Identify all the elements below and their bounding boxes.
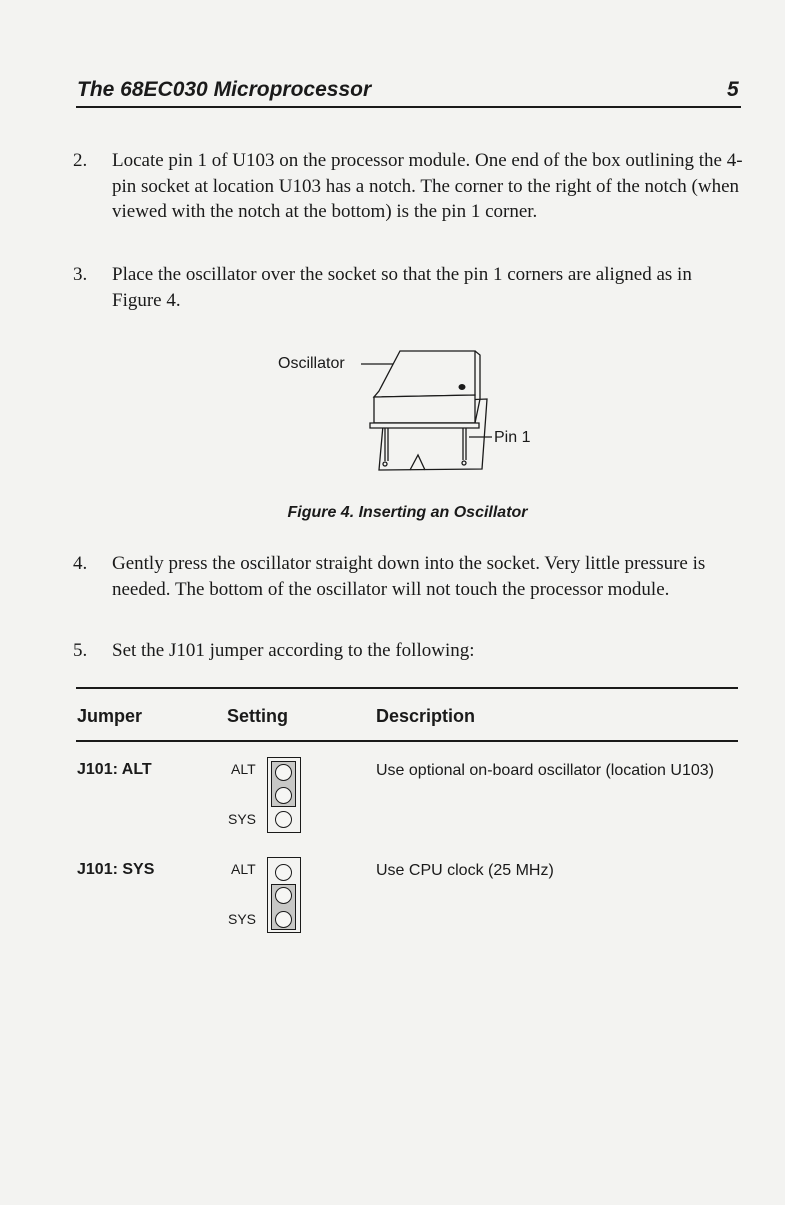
oscillator-label: Oscillator <box>278 355 345 372</box>
pin-alt <box>275 864 292 881</box>
pin-sys <box>275 911 292 928</box>
table-top-rule <box>76 687 738 689</box>
step-2 <box>73 148 743 225</box>
step-3 <box>73 262 743 313</box>
pin-center <box>275 787 292 804</box>
step-5 <box>73 638 743 664</box>
page-number: 5 <box>727 78 739 101</box>
table-header-rule <box>76 740 738 742</box>
jumper-setting-sys <box>225 857 315 937</box>
oscillator-figure <box>270 343 560 521</box>
header-jumper: Jumper <box>77 706 143 726</box>
table-row-jumper: J101: ALT <box>77 761 152 778</box>
header-setting: Setting <box>227 706 288 726</box>
header-rule <box>76 106 741 108</box>
pin-alt <box>275 764 292 781</box>
sys-pin-label: SYS <box>228 811 257 827</box>
step-number: 5. <box>73 640 88 661</box>
alt-pin-label: ALT <box>231 761 256 777</box>
step-text: Locate pin 1 of U103 on the processor module. One end of the box outlining the 4-pin socket at location U103 has a notch. The corner to the right of the notch (when viewed with the notch at the bottom) is the pin 1 corner. <box>112 150 743 222</box>
jumper-setting-alt <box>225 757 315 837</box>
document-title: The 68EC030 Microprocessor <box>77 78 372 101</box>
step-text: Place the oscillator over the socket so that the pin 1 corners are aligned as in Figure 4. <box>112 264 692 311</box>
step-number: 2. <box>73 150 88 171</box>
sys-pin-label: SYS <box>228 911 257 927</box>
table-row-description: Use CPU clock (25 MHz) <box>376 862 554 879</box>
table-row-jumper: J101: SYS <box>77 861 155 878</box>
step-number: 4. <box>73 553 88 574</box>
step-text: Set the J101 jumper according to the following: <box>112 640 475 661</box>
step-number: 3. <box>73 264 88 285</box>
pin-center <box>275 887 292 904</box>
pin-sys <box>275 811 292 828</box>
jumper-header-pins <box>267 857 301 933</box>
header-description: Description <box>376 706 476 726</box>
pin-1-label: Pin 1 <box>494 429 531 446</box>
figure-caption: Figure 4. Inserting an Oscillator <box>287 504 528 521</box>
jumper-header-pins <box>267 757 301 833</box>
table-row-description: Use optional on-board oscillator (location U103) <box>376 762 714 779</box>
step-4 <box>73 551 743 602</box>
alt-pin-label: ALT <box>231 861 256 877</box>
step-text: Gently press the oscillator straight down into the socket. Very little pressure is needed. The bottom of the oscillator will not touch the processor module. <box>112 553 706 600</box>
